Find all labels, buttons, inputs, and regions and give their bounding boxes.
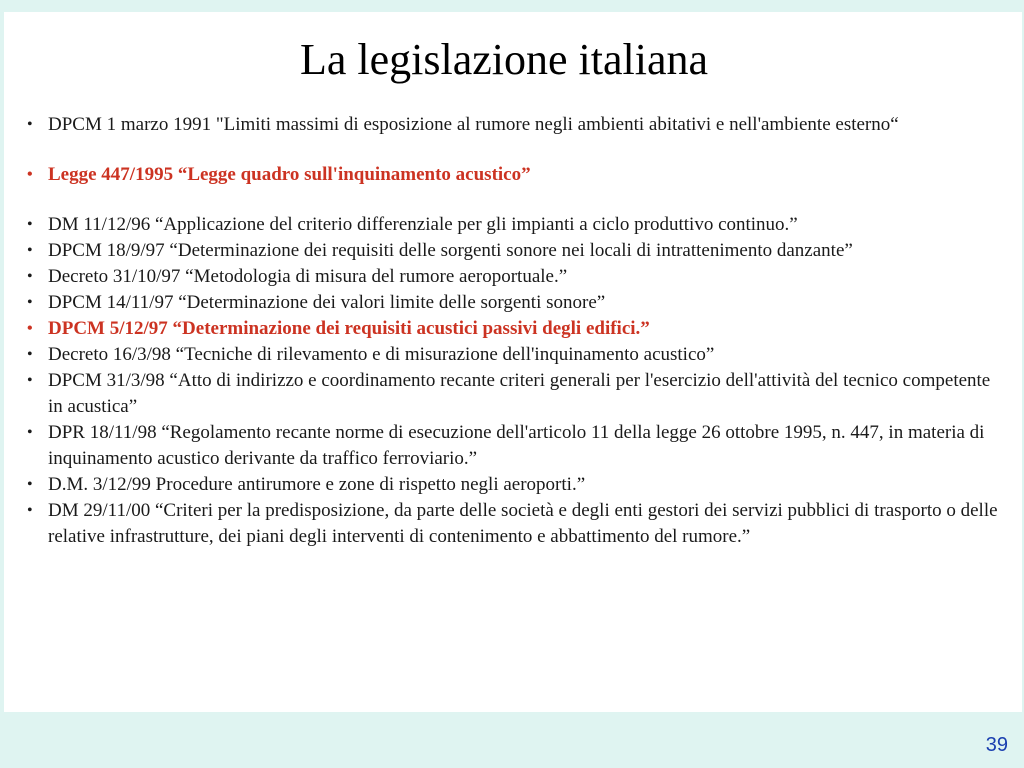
list-item-text: DPR 18/11/98 “Regolamento recante norme di esecuzione dell'articolo 11 della legge 26 ottobre 1995, n. 447, in materia di inquinamento acustico derivante da traffico ferroviario.”	[48, 422, 985, 469]
list-item-text: Decreto 31/10/97 “Metodologia di misura del rumore aeroportuale.”	[48, 266, 568, 287]
list-item	[27, 212, 998, 238]
list-item	[27, 472, 998, 498]
bullet-icon: •	[27, 502, 33, 519]
page-number: 39	[985, 734, 1008, 756]
list-item-text: DPCM 14/11/97 “Determinazione dei valori limite delle sorgenti sonore”	[48, 292, 606, 313]
list-item-text: DM 29/11/00 “Criteri per la predisposizione, da parte delle società e degli enti gestori dei servizi pubblici di trasporto o delle relative infrastrutture, dei piani degli interventi di contenimento e abbattimento del rumore.”	[48, 500, 998, 547]
bullet-icon: •	[27, 424, 33, 441]
bullet-icon: •	[27, 166, 33, 183]
list-item-text: DPCM 31/3/98 “Atto di indirizzo e coordinamento recante criteri generali per l'esercizio dell'attività del tecnico competente in acustica”	[48, 370, 991, 417]
slide-content	[4, 12, 1022, 712]
slide-title: La legislazione italiana	[299, 35, 709, 84]
bullet-icon: •	[27, 268, 33, 285]
bullet-icon: •	[27, 320, 33, 337]
list-item-text: DPCM 18/9/97 “Determinazione dei requisiti delle sorgenti sonore nei locali di intrattenimento danzante”	[48, 240, 853, 261]
bullet-icon: •	[27, 116, 33, 133]
list-item-text: Legge 447/1995 “Legge quadro sull'inquinamento acustico”	[48, 164, 531, 185]
list-item	[27, 342, 998, 368]
bullet-icon: •	[27, 476, 33, 493]
list-item-text: DPCM 5/12/97 “Determinazione dei requisiti acustici passivi degli edifici.”	[48, 318, 650, 339]
list-item	[27, 498, 998, 550]
bullet-icon: •	[27, 294, 33, 311]
bullet-icon: •	[27, 346, 33, 363]
list-item	[27, 316, 998, 342]
bullet-icon: •	[27, 216, 33, 233]
list-item-text: D.M. 3/12/99 Procedure antirumore e zone di rispetto negli aeroporti.”	[48, 474, 586, 495]
list-item	[27, 264, 998, 290]
list-item-text: DM 11/12/96 “Applicazione del criterio differenziale per gli impianti a ciclo produttivo continuo.”	[48, 214, 798, 235]
list-item	[27, 420, 998, 472]
bullet-icon: •	[27, 372, 33, 389]
list-item	[27, 290, 998, 316]
legislation-list	[27, 112, 998, 550]
list-item	[27, 368, 998, 420]
bullet-icon: •	[27, 242, 33, 259]
list-item-text: Decreto 16/3/98 “Tecniche di rilevamento e di misurazione dell'inquinamento acustico”	[48, 344, 715, 365]
list-item-text: DPCM 1 marzo 1991 "Limiti massimi di esposizione al rumore negli ambienti abitativi e nell'ambiente esterno“	[48, 114, 899, 135]
list-item	[27, 112, 998, 138]
list-item	[27, 238, 998, 264]
list-item	[27, 162, 998, 188]
